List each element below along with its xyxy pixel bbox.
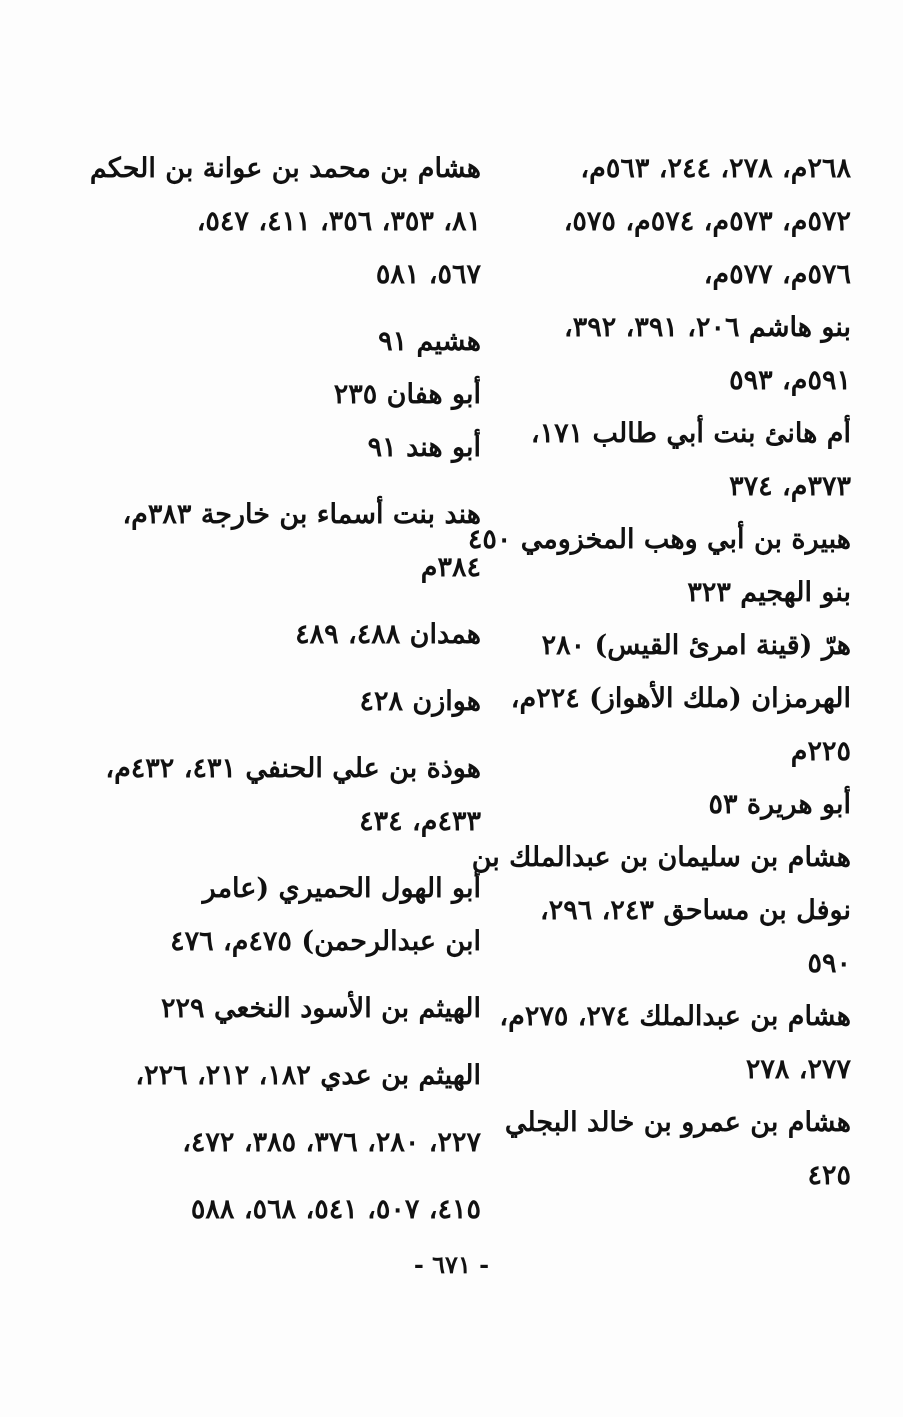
index-entry-line: هوازن ٤٢٨	[359, 686, 481, 717]
index-entry-line: هشام بن عمرو بن خالد البجلي	[504, 1107, 851, 1138]
index-entry-line: أبو هريرة ٥٣	[708, 789, 851, 820]
index-entry-line: ٢٦٨م، ٢٧٨، ٢٤٤، ٥٦٣م،	[580, 153, 851, 184]
index-entry-line: هبيرة بن أبي وهب المخزومي ٤٥٠	[467, 524, 851, 555]
index-entry-line: ٥٩٠	[807, 948, 851, 979]
index-entry-line: ٣٨٤م	[420, 552, 481, 583]
index-entry-line: ٤١٥، ٥٠٧، ٥٤١، ٥٦٨، ٥٨٨	[190, 1194, 481, 1225]
index-entry-line: أبو الهول الحميري (عامر	[202, 873, 481, 904]
index-column-left	[89, 142, 481, 1236]
index-entry-line: هرّ (قينة امرئ القيس) ٢٨٠	[541, 630, 851, 661]
index-entry-line: هشام بن عبدالملك ٢٧٤، ٢٧٥م،	[499, 1001, 851, 1032]
index-entry-line: ٥٩١م، ٥٩٣	[729, 365, 851, 396]
index-entry-line: بنو هاشم ٢٠٦، ٣٩١، ٣٩٢،	[564, 312, 851, 343]
index-entry-line: ٤٣٣م، ٤٣٤	[359, 806, 481, 837]
index-column-right	[467, 142, 851, 1202]
index-entry-line: هشام بن محمد بن عوانة بن الحكم	[89, 153, 481, 184]
index-entry-line: بنو الهجيم ٣٢٣	[687, 577, 851, 608]
index-entry-line: ٥٧٢م، ٥٧٣م، ٥٧٤م، ٥٧٥،	[563, 206, 851, 237]
index-entry-line: نوفل بن مساحق ٢٤٣، ٢٩٦،	[540, 895, 851, 926]
index-entry-line: الهرمزان (ملك الأهواز) ٢٢٤م،	[510, 683, 851, 714]
index-entry-line: ٢٧٧، ٢٧٨	[745, 1054, 851, 1085]
index-entry-line: همدان ٤٨٨، ٤٨٩	[295, 619, 481, 650]
index-entry-line: أبو هند ٩١	[367, 432, 481, 463]
index-entry-line: الهيثم بن الأسود النخعي ٢٢٩	[161, 993, 481, 1024]
index-entry-line: هند بنت أسماء بن خارجة ٣٨٣م،	[122, 499, 481, 530]
index-entry-line: هشيم ٩١	[378, 326, 481, 357]
index-entry-line: ٥٦٧، ٥٨١	[375, 259, 481, 290]
page-number: - ٦٧١ -	[413, 1250, 490, 1279]
index-entry-line: ٢٢٥م	[790, 736, 851, 767]
index-entry-line: ٥٧٦م، ٥٧٧م،	[703, 259, 851, 290]
index-entry-line: هشام بن سليمان بن عبدالملك بن	[471, 842, 851, 873]
index-entry-line: هوذة بن علي الحنفي ٤٣١، ٤٣٢م،	[105, 753, 481, 784]
index-entry-line: أبو هفان ٢٣٥	[333, 379, 481, 410]
index-entry-line: ٢٢٧، ٢٨٠، ٣٧٦، ٣٨٥، ٤٧٢،	[182, 1127, 481, 1158]
index-entry-line: الهيثم بن عدي ١٨٢، ٢١٢، ٢٢٦،	[135, 1060, 481, 1091]
index-entry-line: ابن عبدالرحمن) ٤٧٥م، ٤٧٦	[170, 926, 481, 957]
index-entry-line: ٨١، ٣٥٣، ٣٥٦، ٤١١، ٥٤٧،	[196, 206, 481, 237]
index-entry-line: ٣٧٣م، ٣٧٤	[729, 471, 851, 502]
index-entry-line: ٤٢٥	[807, 1160, 851, 1191]
index-entry-line: أم هانئ بنت أبي طالب ١٧١،	[530, 418, 851, 449]
